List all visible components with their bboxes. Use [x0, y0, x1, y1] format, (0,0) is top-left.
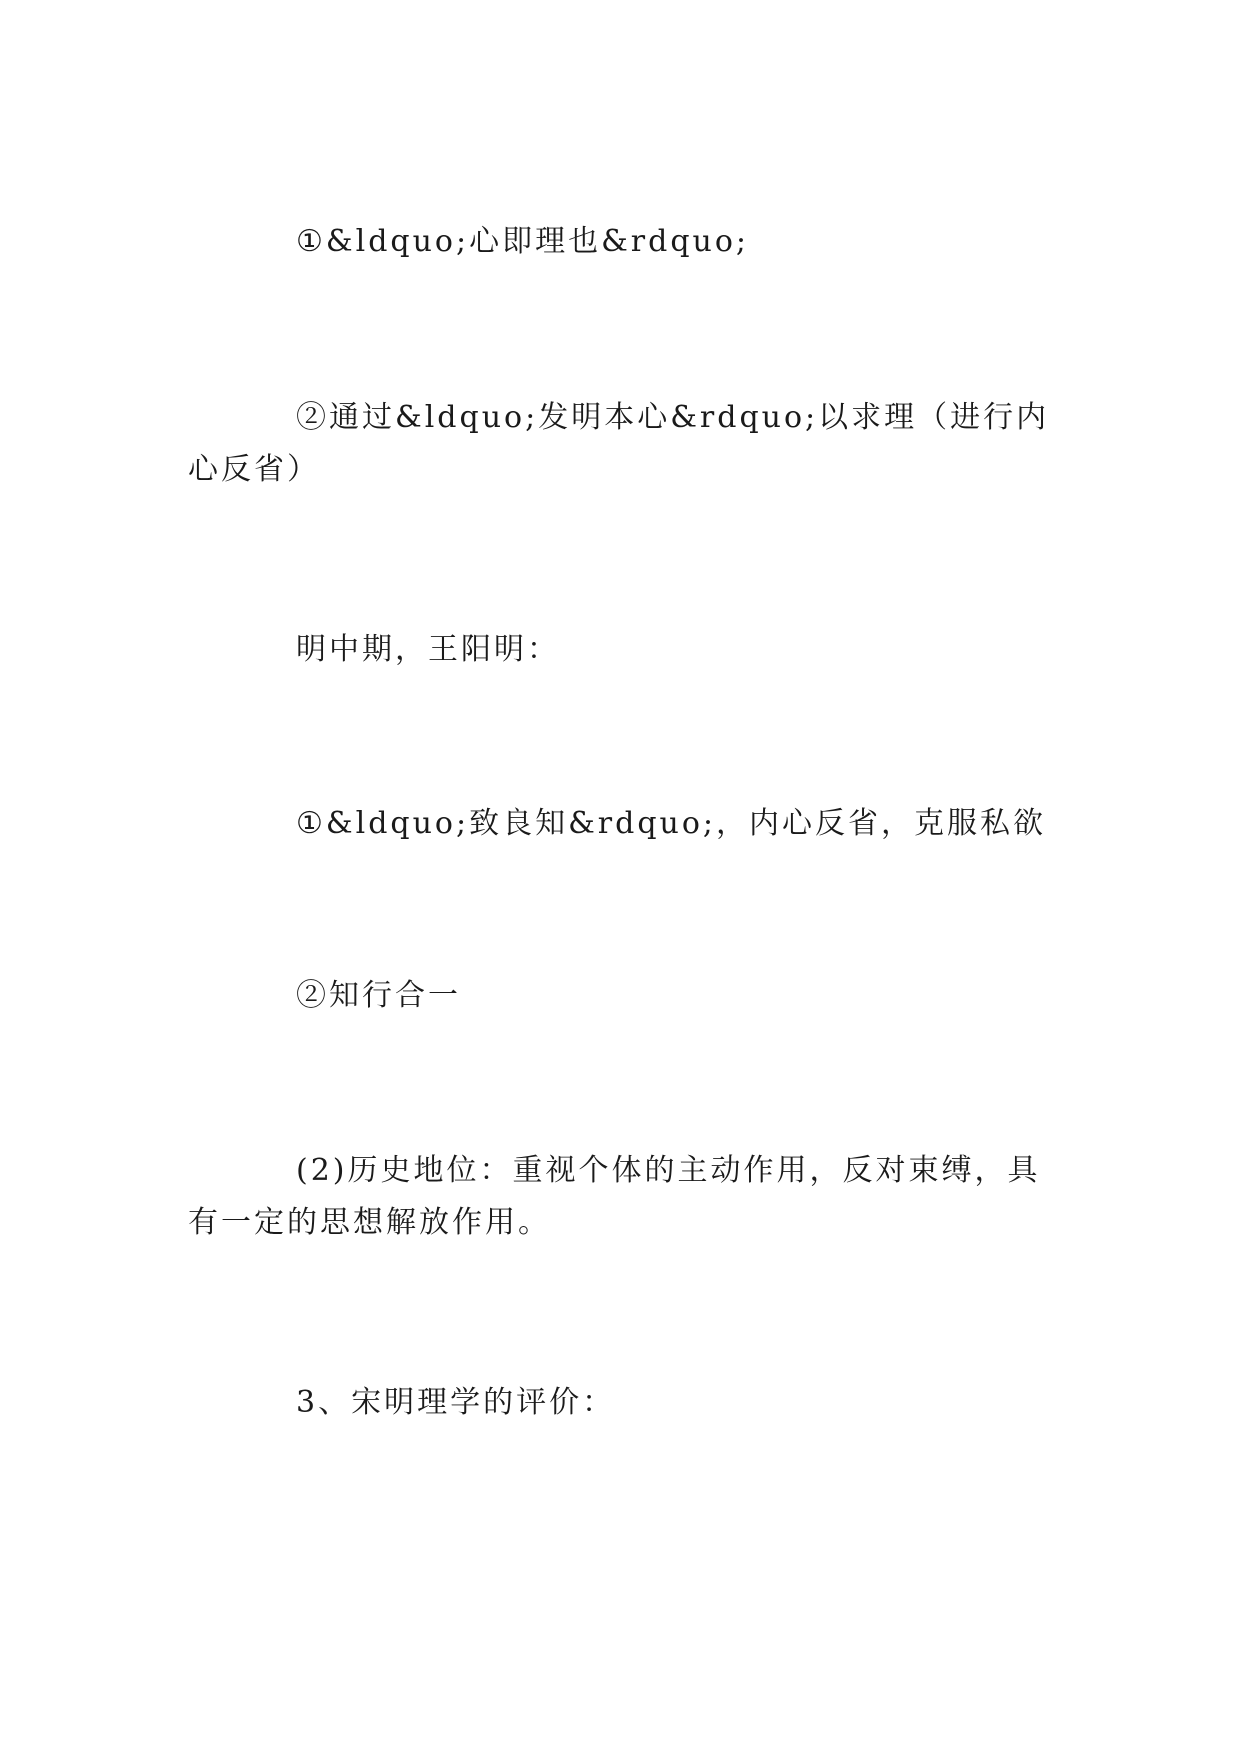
paragraph-evaluation-heading: 3、宋明理学的评价：: [296, 1385, 616, 1420]
paragraph-wang-yangming-heading: 明中期，王阳明：: [296, 632, 560, 667]
paragraph-zhi-liang-zhi: ①&ldquo;致良知&rdquo;，内心反省，克服私欲: [296, 806, 1047, 841]
paragraph-historical-status: (2)历史地位：重视个体的主动作用，反对束缚，具有一定的思想解放作用。: [188, 1153, 1041, 1240]
paragraph-xin-ji-li: ①&ldquo;心即理也&rdquo;: [296, 224, 750, 259]
paragraph-zhi-xing-he-yi: ②知行合一: [296, 978, 461, 1013]
paragraph-fa-ming-ben-xin: ②通过&ldquo;发明本心&rdquo;以求理（进行内心反省）: [188, 400, 1050, 487]
